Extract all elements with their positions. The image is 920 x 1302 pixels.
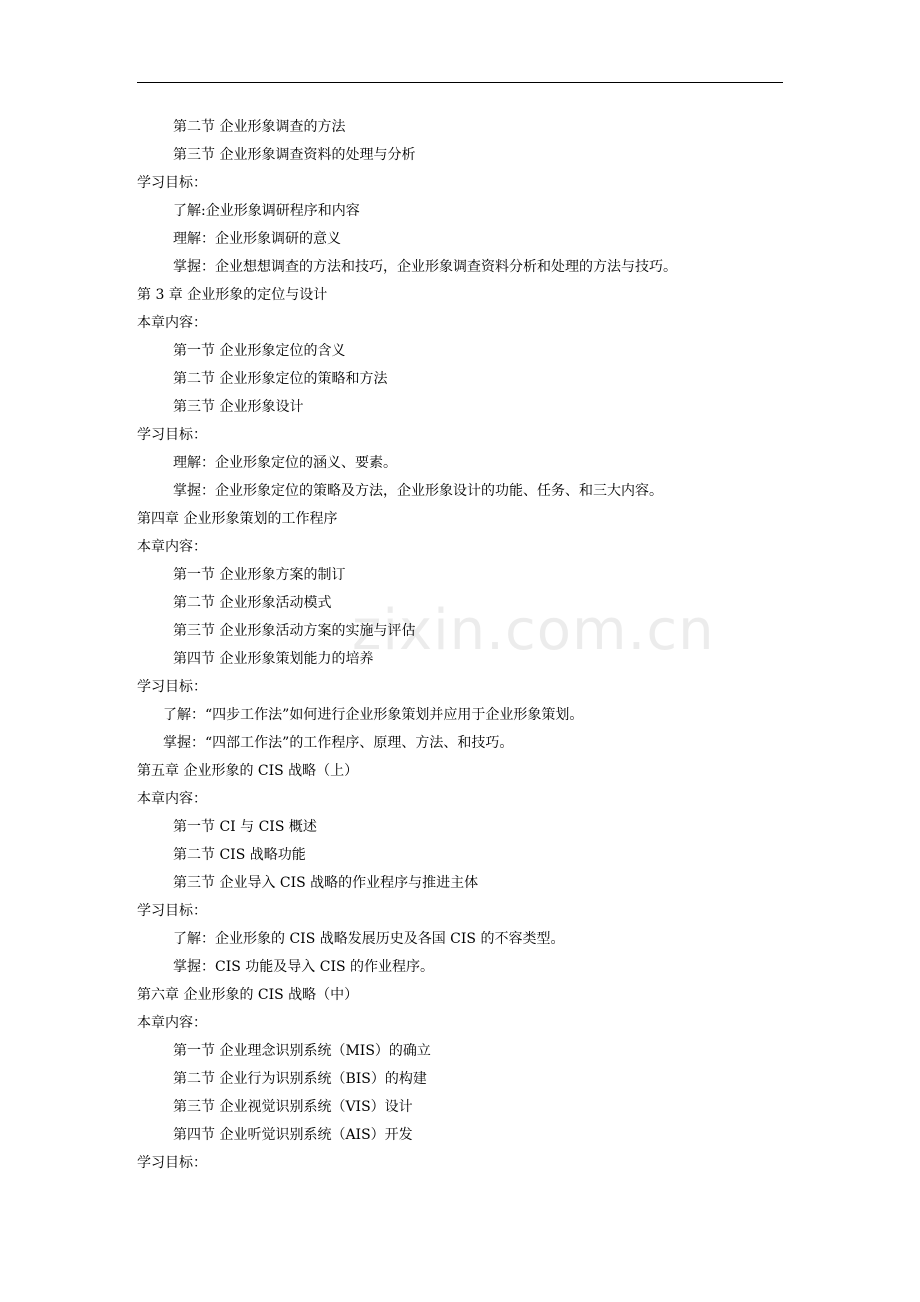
text-line: 第三节 企业形象设计 (173, 399, 304, 415)
text-line: 第三节 企业导入 CIS 战略的作业程序与推进主体 (173, 875, 479, 891)
text-line: 本章内容： (137, 791, 207, 807)
text-line: 第一节 企业形象定位的含义 (173, 343, 346, 359)
text-line: 理解：企业形象定位的涵义、要素。 (173, 455, 397, 471)
header-rule (137, 82, 783, 83)
text-line: 本章内容： (137, 539, 207, 555)
document-body (137, 113, 797, 1177)
text-line: 第一节 CI 与 CIS 概述 (173, 819, 317, 835)
text-line: 第五章 企业形象的 CIS 战略（上） (137, 763, 359, 779)
text-line: 了解:企业形象调研程序和内容 (173, 203, 360, 219)
text-line: 掌握：企业想想调查的方法和技巧，企业形象调查资料分析和处理的方法与技巧。 (173, 259, 677, 275)
text-line: 掌握：“四部工作法”的工作程序、原理、方法、和技巧。 (163, 735, 514, 751)
text-line: 第 3 章 企业形象的定位与设计 (137, 287, 328, 303)
text-line: 第一节 企业理念识别系统（MIS）的确立 (173, 1043, 431, 1059)
watermark: zixin.com.cn (352, 598, 715, 663)
text-line: 第六章 企业形象的 CIS 战略（中） (137, 987, 359, 1003)
text-line: 了解：企业形象的 CIS 战略发展历史及各国 CIS 的不容类型。 (173, 931, 565, 947)
text-line: 学习目标： (137, 427, 207, 443)
text-line: 第四章 企业形象策划的工作程序 (137, 511, 338, 527)
text-line: 第二节 企业形象调查的方法 (173, 119, 346, 135)
text-line: 学习目标： (137, 175, 207, 191)
text-line: 第四节 企业形象策划能力的培养 (173, 651, 374, 667)
text-line: 第三节 企业形象调查资料的处理与分析 (173, 147, 416, 163)
text-line: 学习目标： (137, 1155, 207, 1171)
text-line: 本章内容： (137, 1015, 207, 1031)
text-line: 掌握：企业形象定位的策略及方法，企业形象设计的功能、任务、和三大内容。 (173, 483, 663, 499)
text-line: 本章内容： (137, 315, 207, 331)
text-line: 第二节 企业形象活动模式 (173, 595, 332, 611)
text-line: 第二节 企业形象定位的策略和方法 (173, 371, 388, 387)
text-line: 掌握：CIS 功能及导入 CIS 的作业程序。 (173, 959, 435, 975)
text-line: 第一节 企业形象方案的制订 (173, 567, 346, 583)
text-line: 第二节 CIS 战略功能 (173, 847, 306, 863)
text-line: 理解：企业形象调研的意义 (173, 231, 341, 247)
text-line: 第三节 企业视觉识别系统（VIS）设计 (173, 1099, 413, 1115)
text-line: 了解：“四步工作法”如何进行企业形象策划并应用于企业形象策划。 (163, 707, 584, 723)
text-line: 第四节 企业听觉识别系统（AIS）开发 (173, 1127, 413, 1143)
text-line: 学习目标： (137, 903, 207, 919)
text-line: 第三节 企业形象活动方案的实施与评估 (173, 623, 416, 639)
text-line: 第二节 企业行为识别系统（BIS）的构建 (173, 1071, 427, 1087)
text-line: 学习目标： (137, 679, 207, 695)
